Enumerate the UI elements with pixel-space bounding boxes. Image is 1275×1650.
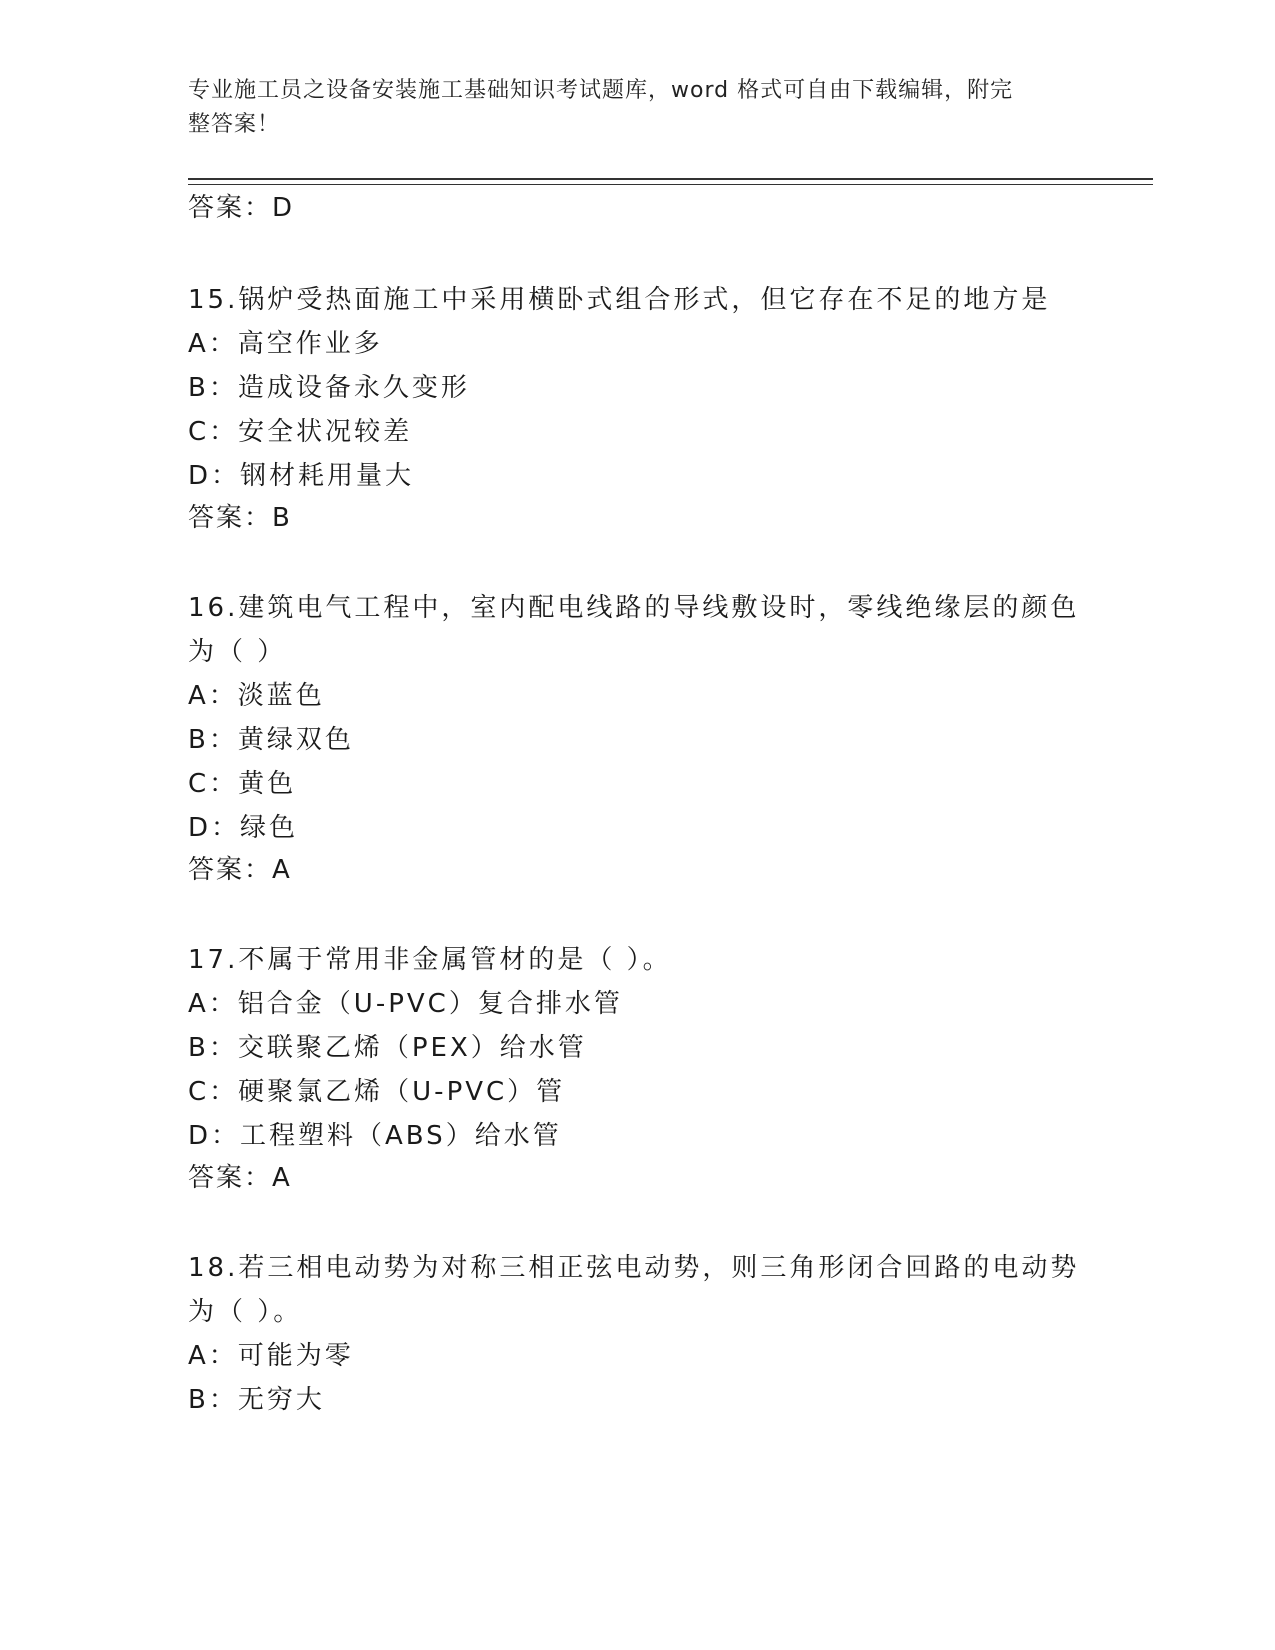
question-17-option-c: C：硬聚氯乙烯（U-PVC）管 — [188, 1077, 566, 1107]
previous-answer: 答案：D — [188, 193, 295, 223]
question-16-option-b: B：黄绿双色 — [188, 725, 354, 755]
question-15-answer: 答案：B — [188, 503, 292, 533]
question-16-option-c: C：黄色 — [188, 769, 297, 799]
header-line-2: 整答案！ — [188, 112, 281, 137]
question-18-text-cont: 为（ ）。 — [188, 1297, 303, 1327]
question-16-option-a: A：淡蓝色 — [188, 681, 325, 711]
header-rule-thick — [188, 178, 1153, 180]
question-15-option-c: C：安全状况较差 — [188, 417, 413, 447]
question-16-text: 16.建筑电气工程中，室内配电线路的导线敷设时，零线绝缘层的颜色 — [188, 593, 1080, 623]
question-17-option-d: D：工程塑料（ABS）给水管 — [188, 1121, 562, 1151]
header-line-1: 专业施工员之设备安装施工基础知识考试题库，word 格式可自由下载编辑，附完 — [188, 78, 1014, 103]
question-15-option-b: B：造成设备永久变形 — [188, 373, 470, 403]
question-15-text: 15.锅炉受热面施工中采用横卧式组合形式，但它存在不足的地方是 — [188, 285, 1051, 315]
question-17-option-a: A：铝合金（U-PVC）复合排水管 — [188, 989, 623, 1019]
question-17-text: 17.不属于常用非金属管材的是（ ）。 — [188, 945, 672, 975]
question-17-answer: 答案：A — [188, 1163, 292, 1193]
question-18-option-a: A：可能为零 — [188, 1341, 354, 1371]
question-17-option-b: B：交联聚乙烯（PEX）给水管 — [188, 1033, 587, 1063]
question-16-option-d: D：绿色 — [188, 813, 299, 843]
question-18-text: 18.若三相电动势为对称三相正弦电动势，则三角形闭合回路的电动势 — [188, 1253, 1080, 1283]
question-16-text-cont: 为（ ） — [188, 637, 287, 667]
question-18-option-b: B：无穷大 — [188, 1385, 325, 1415]
question-16-answer: 答案：A — [188, 855, 292, 885]
question-15-option-d: D：钢材耗用量大 — [188, 461, 415, 491]
question-15-option-a: A：高空作业多 — [188, 329, 383, 359]
document-header — [188, 74, 1068, 142]
header-rule-thin — [188, 184, 1153, 185]
